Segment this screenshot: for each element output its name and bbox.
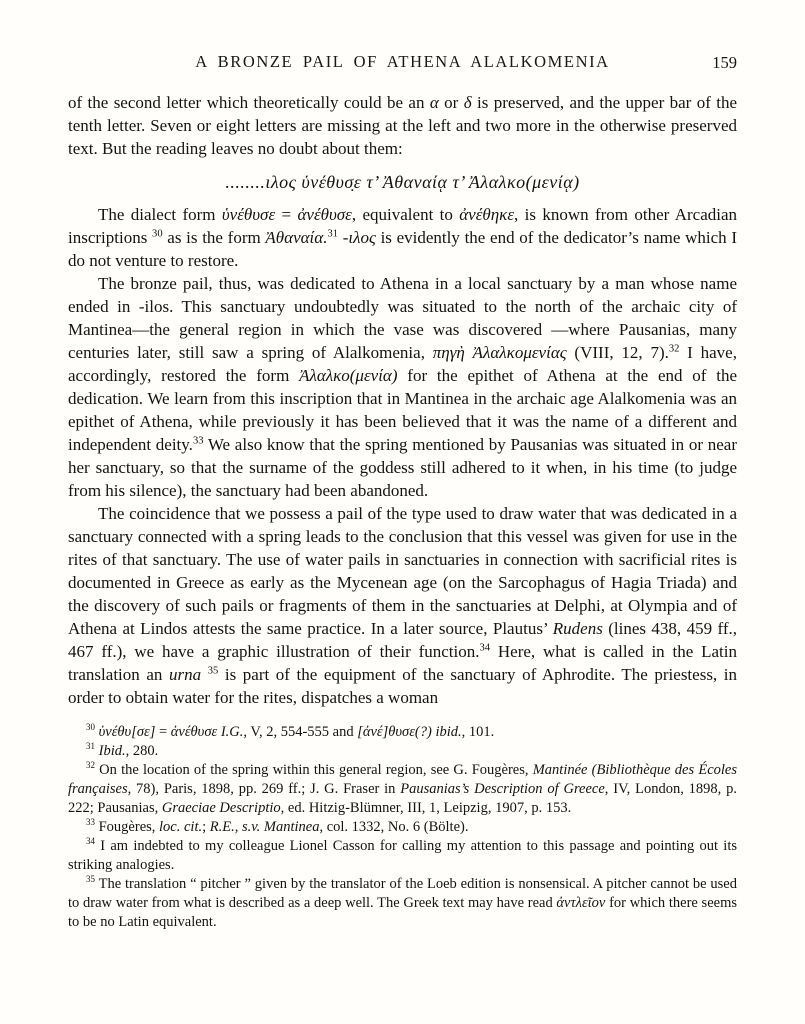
text-run-italic: Mantinée [532,762,588,778]
running-title: A BRONZE PAIL OF ATHENA ALALKOMENIA [195,52,610,71]
text-run: On the location of the spring within this general region, see G. Fougères, [94,762,533,778]
text-run-italic: πηγὴ Ἀλαλκομενίας [432,343,567,362]
text-run-italic: ( [587,762,597,778]
text-run: I have, accordingly, restored the form [68,343,737,385]
text-run-italic: ἀνέθυσε [297,205,352,224]
text-run: We also know that the spring mentioned by Pausanias was situated in or near her sanctuary, so that the surname of the goddess still adhered to it when, in his time (to judge from his silence), the sanctuary had been abandoned. [68,435,737,500]
footnote-ref: 31 [327,228,338,240]
paragraph [68,272,737,502]
text-run-italic: ὑνέθυ[σε] [98,724,156,740]
greek-inscription [68,171,737,194]
page-number: 159 [712,53,737,72]
text-run: of the second letter which theoretically could be an [68,93,430,112]
text-run: The bronze pail, thus, was dedicated to Athena in a local sanctuary by a man whose name ended in -ilos. This sanctuary undoubtedly was situated to the north of the archaic city of Mantinea—the general region in which the vase was discovered —where Pausanias, many centuries later, still saw a spring of Alalkomenia, [68,274,737,362]
text-run-italic: I.G. [220,724,244,740]
text-run: is evidently the end of the dedicator’s name which I do not venture to restore. [68,228,737,270]
text-run-italic: α [429,93,439,112]
text-run: ; [202,819,210,835]
text-run-italic: ἀντλεῖον [556,895,606,911]
text-run: , IV, London, 1898, p. 222; Pausanias, [68,781,737,816]
text-run: = [155,724,171,740]
footnote-ref: 35 [207,665,219,677]
footnote-ref: 33 [192,435,204,447]
text-run-italic: [ἀνέ]θυσε(?) [357,724,432,740]
text-run: I am indebted to my colleague Lionel Casson for calling my attention to this passage and pointing out its striking analogies. [68,838,737,873]
article-body [68,91,737,709]
footnote-ref: 30 [86,722,95,733]
page-header [68,52,737,76]
text-run-italic: Ἀθαναία. [265,228,328,247]
text-run-italic: ἀνέθηκε [459,205,515,224]
text-run: , 78), Paris, 1898, pp. 269 ff.; J. G. Fraser in [127,781,401,797]
footnote [68,761,737,818]
text-run: is part of the equipment of the sanctuary of Aphrodite. The priestess, in order to obtain water for the rites, dispatches a woman [68,665,737,707]
footnote-ref: 32 [86,760,95,771]
text-run: , col. 1332, No. 6 (Bölte). [319,819,469,835]
text-run-italic: ἀνέθυσε [170,724,218,740]
paragraph [68,502,737,709]
text-run-italic: Bibliothèque des Écoles françaises [68,762,737,797]
footnote-ref: 34 [479,642,491,654]
text-run-italic: -ιλος [342,228,376,247]
text-run: , is known from other Arcadian inscriptions [68,205,738,247]
text-run: , 101. [461,724,495,740]
text-run-italic: urna [169,665,202,684]
text-run-italic: Graeciae Descriptio [161,800,281,816]
text-run-italic: s.v. Mantinea [242,819,320,835]
text-run-italic: ὑνέθυσε [221,205,276,224]
text-run: The dialect form [98,205,222,224]
footnote [68,875,737,932]
text-run: , [234,819,242,835]
text-run-italic: Pausanias’s Description of Greece [400,781,605,797]
text-run: , 280. [125,743,159,759]
footnotes-section [68,723,737,932]
text-run-italic: loc. cit. [159,819,203,835]
text-run: (VIII, 12, 7). [566,343,669,362]
text-run: , equivalent to [351,205,460,224]
text-run-italic: Rudens [552,619,603,638]
text-run-italic: Ἀλαλκο(μενία) [299,366,398,385]
footnote-ref: 33 [86,817,95,828]
footnote-ref: 35 [86,874,95,885]
text-run: as is the form [162,228,266,247]
paragraph [68,203,737,272]
text-run-italic: δ [463,93,472,112]
text-run: , V, 2, 554-555 and [243,724,358,740]
footnote [68,818,737,837]
footnote-ref: 31 [86,741,95,752]
text-run: (lines 438, 459 ff., 467 ff.), we have a graphic illustration of their function. [68,619,737,661]
text-run: Fougères, [94,819,160,835]
footnote [68,723,737,742]
footnote-ref: 34 [86,836,95,847]
text-run: is preserved, and the upper bar of the tenth letter. Seven or eight letters are missing at the left and two more in the otherwise preserved text. But the reading leaves no doubt about them: [68,93,738,158]
text-run: for which there seems to be no Latin equivalent. [68,895,737,930]
footnote-ref: 30 [152,228,163,240]
text-run: = [275,205,298,224]
footnote [68,837,737,875]
text-run: Here, what is called in the Latin translation an [68,642,737,684]
text-run [201,665,208,684]
text-run-italic: Ibid. [98,743,126,759]
footnote [68,742,737,761]
text-run-italic: ibid. [435,724,462,740]
text-run-italic: R.E. [209,819,235,835]
text-run: The coincidence that we possess a pail of the type used to draw water that was dedicated in a sanctuary connected with a spring leads to the conclusion that this vessel was given for use in the rites of that sanctuary. The use of water pails in sanctuaries in connection with sacrificial rites is documented in Greece as early as the Mycenean age (on the Sarcophagus of Hagia Triada) and the discovery of such pails or fragments of them in the sanctuaries at Delphi, at Olympia and of Athena at Lindos attests the same practice. In a later source, Plautus’ [68,504,737,638]
footnote-ref: 32 [668,343,680,355]
text-run-italic: ........ιλος ὑνέθυσ̣ε τ’ Ἀθαναίᾳ τ’ Ἀλαλκο(μενίᾳ) [225,172,580,192]
paragraph [68,91,737,160]
text-run: , ed. Hitzig-Blümner, III, 1, Leipzig, 1907, p. 153. [280,800,572,816]
text-run: or [438,93,464,112]
text-run: The translation “ pitcher ” given by the translator of the Loeb edition is nonsensical. A pitcher cannot be used to draw water from what is described as a deep well. The Greek text may have read [68,876,737,911]
text-run: for the epithet of Athena at the end of the dedication. We learn from this inscription that in Mantinea in the archaic age Alalkomenia was an epithet of Athena, while previously it has been believed that it was the name of a different and independent deity. [68,366,737,454]
